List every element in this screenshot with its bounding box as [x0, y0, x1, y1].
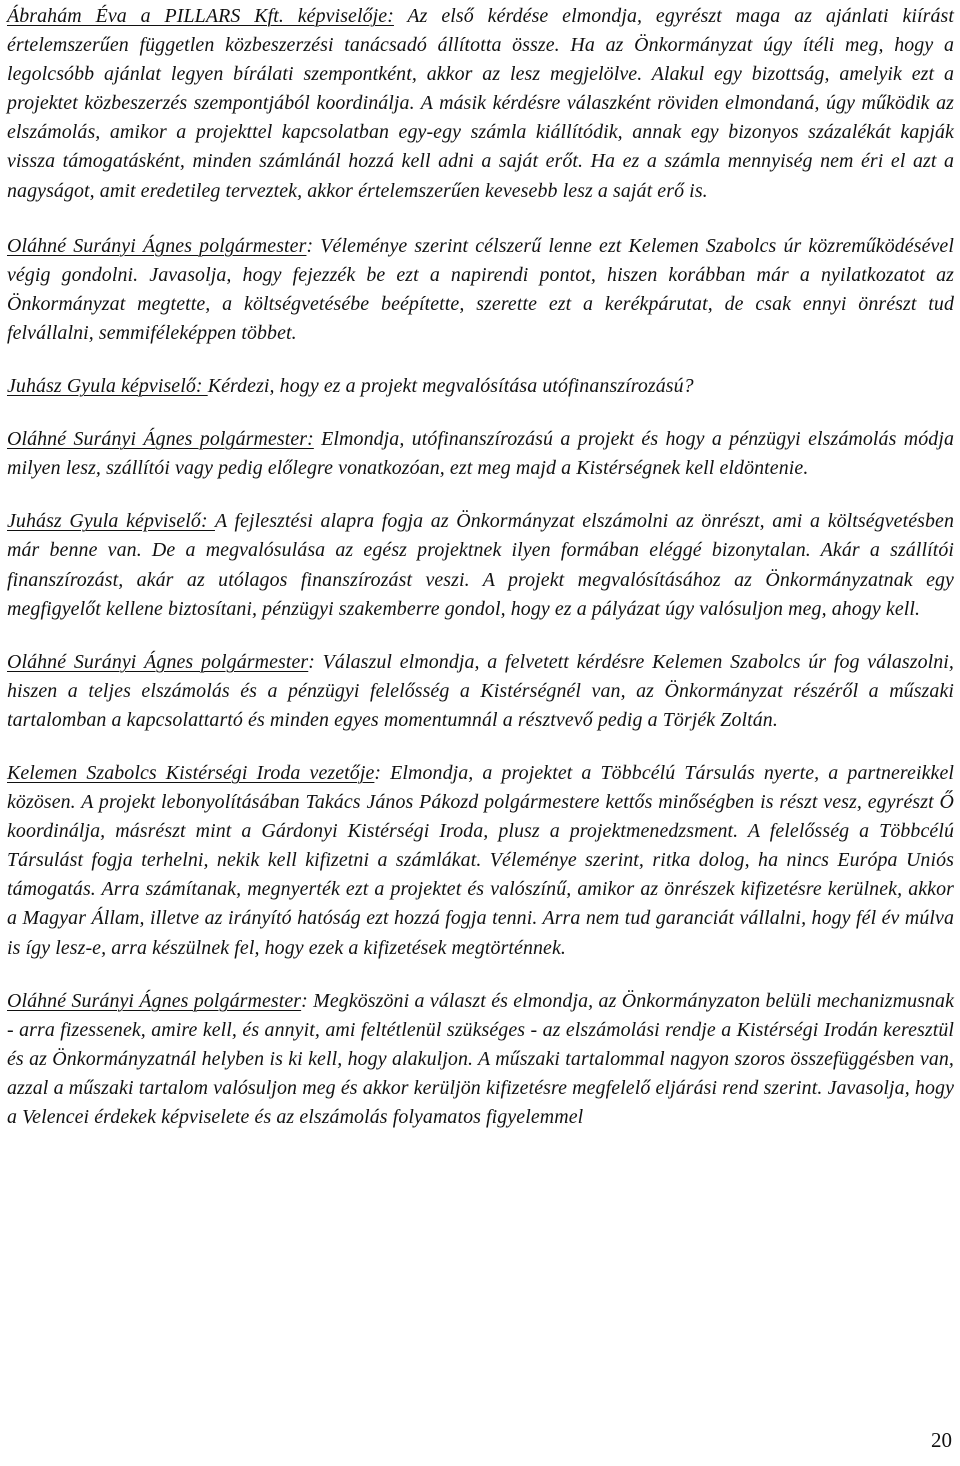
paragraph-mayor-closing — [7, 987, 954, 1132]
paragraph-text: Az első kérdése elmondja, egyrészt maga az ajánlati kiírást értelemszerűen független közbeszerzési tanácsadó állította össze. Ha az Önkormányzat úgy ítéli meg, hogy a legolcsóbb ajánlat legyen bírálati szempontként, akkor az lesz megjelölve. Alakul egy bizottság, amelyik ezt a projektet közbeszerzés szempontjából koordinálja. A másik kérdésre válaszként röviden elmondaná, úgy működik az elszámolás, amikor a projekttel kapcsolatban egy-egy számla kiállítódik, annak egy bizonyos százalékát kapják vissza támogatásként, minden számlánál hozzá kell adni a saját erőt. Ha ez a számla mennyiség nem éri el azt a nagyságot, amit eredetileg terveztek, akkor értelemszerűen kevesebb lesz a saját erő is. — [7, 5, 954, 202]
paragraph-text: : Válaszul elmondja, a felvetett kérdésre Kelemen Szabolcs úr fog válaszolni, hiszen a teljes elszámolás és a pénzügyi felelősség a Kistérségnél van, az Önkormányzat részéről a műszaki tartalomban a kapcsolattartó és minden egyes momentumnál a résztvevő pedig a Törjék Zoltán. — [7, 650, 954, 731]
document-page — [7, 2, 954, 1156]
speaker-name: Oláhné Surányi Ágnes polgármester — [7, 989, 302, 1012]
paragraph-text: Elmondja, utófinanszírozású a projekt és hogy a pénzügyi elszámolás módja milyen lesz, szállítói vagy pedig előlegre vonatkozóan, ezt meg majd a Kistérségnek kell eldöntenie. — [7, 428, 954, 480]
speaker-name: Juhász Gyula képviselő: — [7, 510, 215, 533]
paragraph-text: : Elmondja, a projektet a Többcélú Társulás nyerte, a partnereikkel közösen. A projekt lebonyolításában Takács János Pákozd polgármestere kettős minőségben is részt vesz, egyrészt Ő koordinálja, másrészt mint a Gárdonyi Kistérségi Iroda, plusz a projektmenedzsment. A felelősség a Többcélú Társulást fogja terhelni, nekik kell kifizetni a számlákat. Véleménye szerint, ritka dolog, ha nincs Európa Uniós támogatás. Arra számítanak, megnyerték ezt a projektet és valószínű, amikor az önrészek kifizetésre kerülnek, akkor a Magyar Állam, illetve az irányító hatóság ezt hozzá fogja tenni. Arra nem tud garanciát vállalni, hogy fél év múlva is így lesz-e, arra készülnek fel, hogy ezek a kifizetések megtörténnek. — [7, 761, 954, 959]
paragraph-mayor-opinion — [7, 232, 954, 348]
speaker-name: Ábrahám Éva a PILLARS Kft. képviselője: — [7, 5, 394, 27]
speaker-name: Juhász Gyula képviselő: — [7, 375, 208, 398]
paragraph-text: : Véleménye szerint célszerű lenne ezt Kelemen Szabolcs úr közreműködésével végig gondolni. Javasolja, hogy fejezzék be ezt a napirendi pontot, hiszen korábban már a nyilatkozatot az Önkormányzat megtette, a költségvetésébe beépítette, szerette ezt a kerékpárutat, de csak ennyi önrészt tud felvállalni, semmiféleképpen többet. — [7, 234, 954, 344]
paragraph-juhasz-remark — [7, 507, 954, 623]
speaker-name: Oláhné Surányi Ágnes polgármester — [7, 234, 307, 257]
paragraph-juhasz-question — [7, 372, 954, 401]
speaker-name: Kelemen Szabolcs Kistérségi Iroda vezetője — [7, 761, 375, 784]
page-number: 20 — [931, 1428, 952, 1452]
paragraph-pillars-answer — [7, 2, 954, 206]
paragraph-mayor-answer — [7, 425, 954, 483]
paragraph-kelemen-statement — [7, 759, 954, 963]
paragraph-text: Kérdezi, hogy ez a projekt megvalósítása utófinanszírozású? — [207, 375, 694, 398]
speaker-name: Oláhné Surányi Ágnes polgármester — [7, 650, 309, 673]
paragraph-mayor-reply — [7, 648, 954, 735]
speaker-name: Oláhné Surányi Ágnes polgármester: — [7, 428, 314, 451]
paragraph-text: : Megköszöni a választ és elmondja, az Önkormányzaton belüli mechanizmusnak - arra fizessenek, amire kell, és annyit, ami feltétlenül szükséges - az elszámolási rendje a Kistérségi Irodán keresztül és az Önkormányzatnál helyben is ki kell, hogy alakuljon. A műszaki tartalommal nagyon szoros összefüggésben van, azzal a műszaki tartalom valósuljon meg és akkor kerüljön kifizetésre megfelelő eljárási rend szerint. Javasolja, hogy a Velencei érdekek képviselete és az elszámolás folyamatos figyelemmel — [7, 989, 955, 1128]
paragraph-text: A fejlesztési alapra fogja az Önkormányzat elszámolni az önrészt, ami a költségvetésben már benne van. De a megvalósulása az egész projektnek ilyen formában eléggé bizonytalan. Akár a szállítói finanszírozást, akár az utólagos finanszírozást veszi. A projekt megvalósításához az Önkormányzatnak egy megfigyelőt kellene biztosítani, pénzügyi szakemberre gondol, hogy ez a pályázat úgy valósuljon meg, ahogy kell. — [7, 510, 955, 620]
